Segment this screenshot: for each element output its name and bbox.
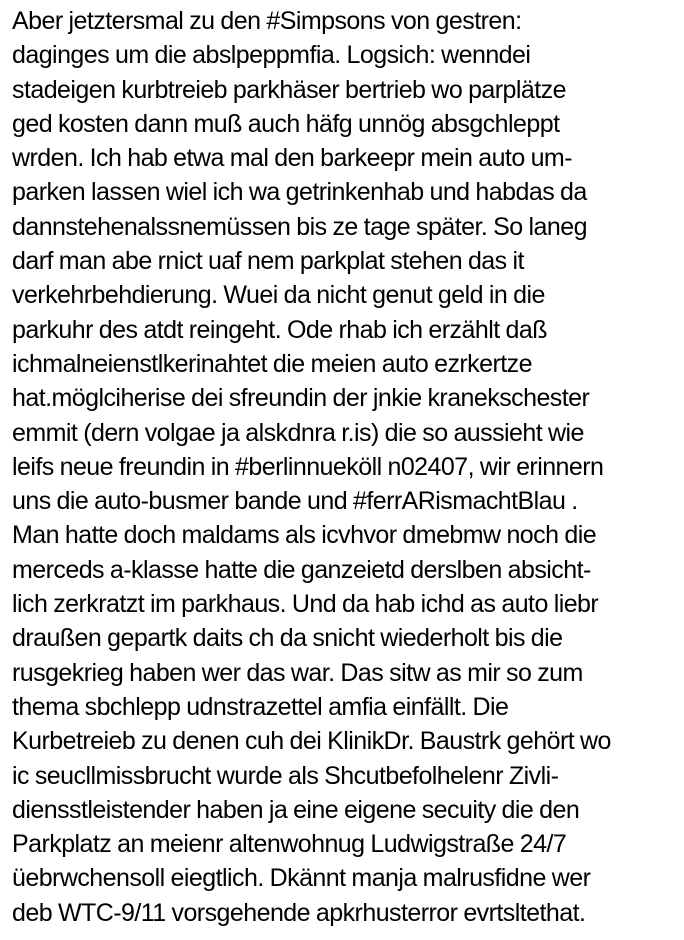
text-line: diensstleistender haben ja eine eigene secuity die den [12, 795, 580, 824]
text-line: deb WTC-9/11 vorsgehende apkrhusterror evrtsltethat. [12, 898, 586, 927]
text-line: parken lassen wiel ich wa getrinkenhab und habdas da [12, 178, 587, 207]
text-line: stadeigen kurbtreieb parkhäser bertrieb wo parplätze [12, 75, 566, 104]
text-line: lich zerkratzt im parkhaus. Und da hab ichd as auto liebr [12, 590, 599, 619]
text-line: verkehrbehdierung. Wuei da nicht genut geld in die [12, 281, 545, 310]
document-body-text [12, 4, 680, 930]
text-line: draußen gepartk daits ch da snicht wiederholt bis die [12, 624, 563, 653]
text-line: leifs neue freundin in #berlinnueköll n02407, wir erinnern [12, 452, 604, 481]
text-line: Kurbetreieb zu denen cuh dei KlinikDr. Baustrk gehört wo [12, 727, 611, 756]
text-line: daginges um die abslpeppmfia. Logsich: wenndei [12, 41, 531, 70]
text-line: rusgekrieg haben wer das war. Das sitw as mir so zum [12, 658, 583, 687]
text-line: uns die auto-busmer bande und #ferrARismachtBlau . [12, 487, 578, 516]
text-line: thema sbchlepp udnstrazettel amfia einfällt. Die [12, 692, 509, 721]
text-line: üebrwchensoll eiegtlich. Dkännt manja malrusfidne wer [12, 864, 591, 893]
text-line: dannstehenalssnemüssen bis ze tage später. So laneg [12, 212, 587, 241]
text-line: merceds a-klasse hatte die ganzeietd derslben absicht- [12, 555, 591, 584]
text-line: ic seucllmissbrucht wurde als Shcutbefolhelenr Zivli- [12, 761, 559, 790]
text-line: parkuhr des atdt reingeht. Ode rhab ich erzählt daß [12, 315, 547, 344]
text-line: Man hatte doch maldams als icvhvor dmebmw noch die [12, 521, 597, 550]
text-line: emmit (dern volgae ja alskdnra r.is) die so aussieht wie [12, 418, 584, 447]
text-line: darf man abe rnict uaf nem parkplat stehen das it [12, 247, 524, 276]
text-line: hat.möglciherise dei sfreundin der jnkie kranekschester [12, 384, 590, 413]
text-line: Parkplatz an meienr altenwohnug Ludwigstraße 24/7 [12, 830, 567, 859]
text-line: ged kosten dann muß auch häfg unnög absgchleppt [12, 109, 560, 138]
text-line: ichmalneienstlkerinahtet die meien auto ezrkertze [12, 349, 532, 378]
text-line: wrden. Ich hab etwa mal den barkeepr mein auto um- [12, 144, 572, 173]
text-line: Aber jetztersmal zu den #Simpsons von gestren: [12, 7, 522, 35]
